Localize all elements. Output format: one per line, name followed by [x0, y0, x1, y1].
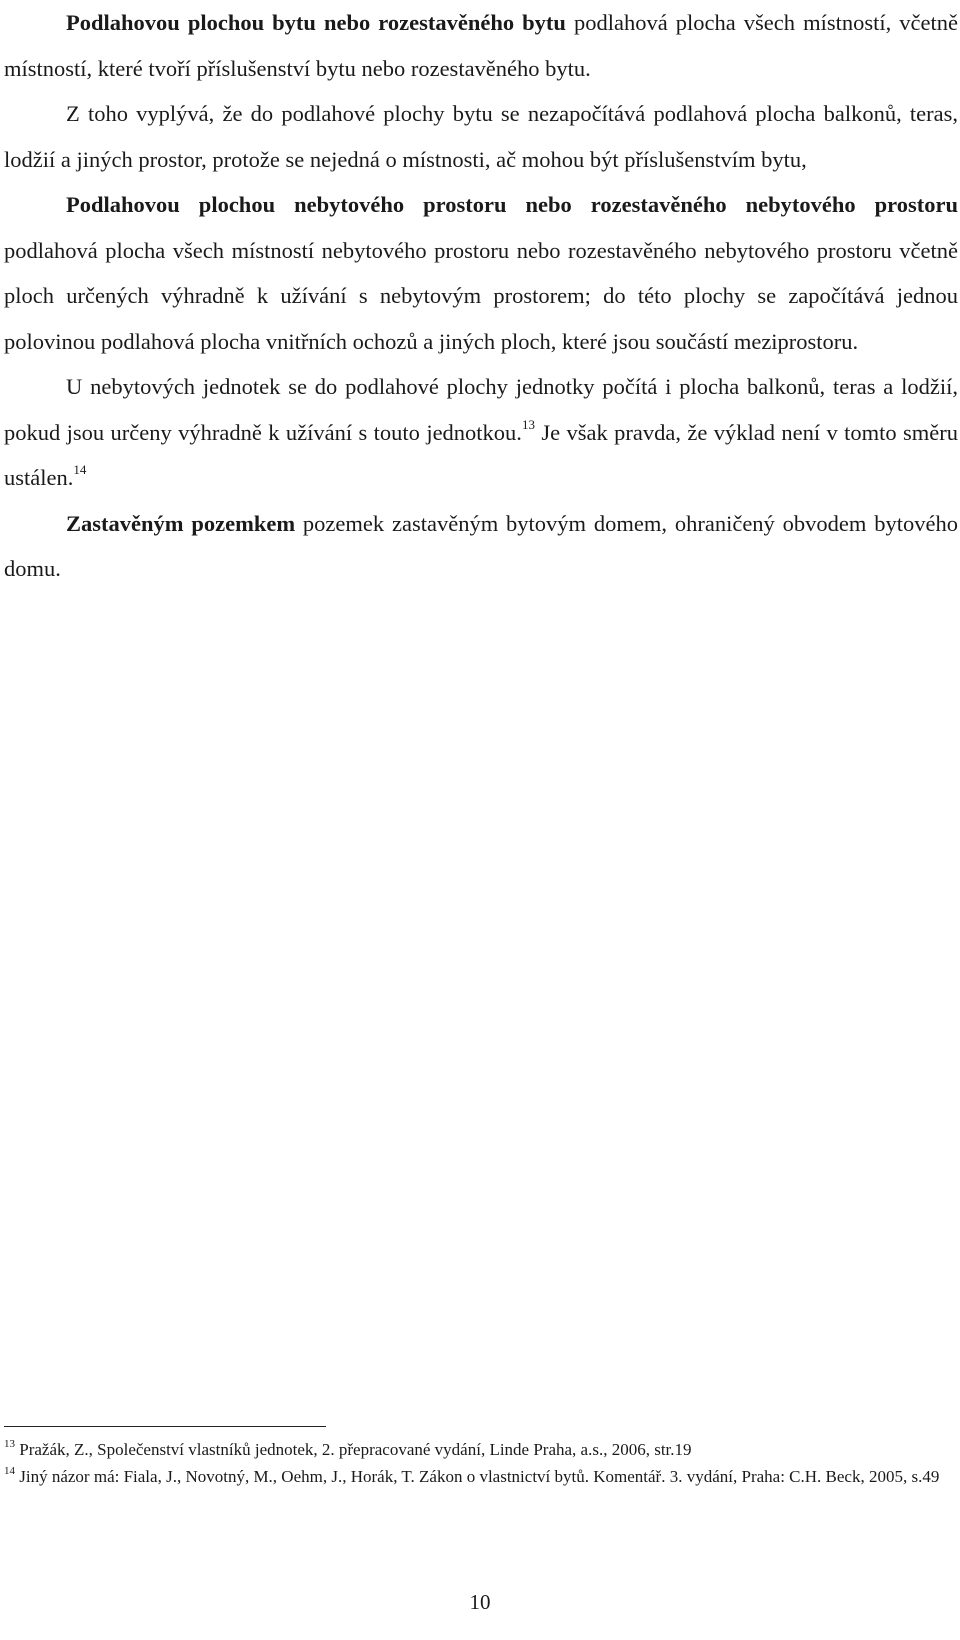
paragraph-text: Z toho vyplývá, že do podlahové plochy bytu se nezapočítává podlahová plocha balkonů, teras, lodžií a jiných prostor, protože se nejedná o místnosti, ač mohou být příslušenstvím bytu,	[4, 101, 958, 172]
footnote-13	[4, 1436, 958, 1463]
definition-text: podlahová plocha všech místností nebytového prostoru nebo rozestavěného nebytového prostoru včetně ploch určených výhradně k užívání s nebytovým prostorem; do této plochy se započítává jednou polovinou podlahová plocha vnitřních ochozů a jiných ploch, které jsou součástí meziprostoru.	[4, 237, 958, 354]
footnote-text: Jiný názor má: Fiala, J., Novotný, M., Oehm, J., Horák, T. Zákon o vlastnictví bytů. Komentář. 3. vydání, Praha: C.H. Beck, 2005, s.49	[15, 1467, 940, 1486]
footnote-ref-13[interactable]: 13	[521, 416, 535, 432]
term-podlahova-plocha-bytu: Podlahovou plochou bytu nebo rozestavěného bytu	[66, 10, 566, 35]
footnotes	[4, 1436, 958, 1490]
paragraph-nebytove-jednotky	[4, 364, 958, 501]
footnote-text: Pražák, Z., Společenství vlastníků jednotek, 2. přepracované vydání, Linde Praha, a.s., 2006, str.19	[15, 1440, 692, 1459]
paragraph-definition-zastaveny-pozemek	[4, 501, 958, 592]
footnote-separator	[4, 1426, 326, 1427]
footnote-number: 14	[4, 1465, 15, 1477]
footnote-number: 13	[4, 1438, 15, 1450]
footnote-ref-14[interactable]: 14	[73, 462, 87, 477]
term-zastaveny-pozemek: Zastavěným pozemkem	[66, 510, 296, 536]
paragraph-definition-nebytovy-prostor	[4, 182, 958, 364]
term-podlahova-plocha-nebytoveho-prostoru: Podlahovou plochou nebytového prostoru nebo rozestavěného nebytového prostoru	[66, 192, 958, 217]
footnote-14	[4, 1463, 958, 1490]
paragraph-definition-byt	[4, 0, 958, 91]
body-text	[4, 0, 958, 592]
paragraph-balkony	[4, 91, 958, 182]
page-number: 10	[469, 1590, 491, 1614]
paragraph-text: U nebytových jednotek se do podlahové plochy jednotky počítá i plocha balkonů, teras a lodžií, pokud jsou určeny výhradně k užívání s touto jednotkou.	[4, 374, 958, 445]
definition-text: podlahová plocha všech místností, včetně místností, které tvoří příslušenství bytu nebo rozestavěného bytu.	[4, 10, 958, 81]
paragraph-text: Je však pravda, že výklad není v tomto směru ustálen.	[4, 419, 958, 490]
definition-text: pozemek zastavěným bytovým domem, ohraničený obvodem bytového domu.	[4, 510, 958, 581]
